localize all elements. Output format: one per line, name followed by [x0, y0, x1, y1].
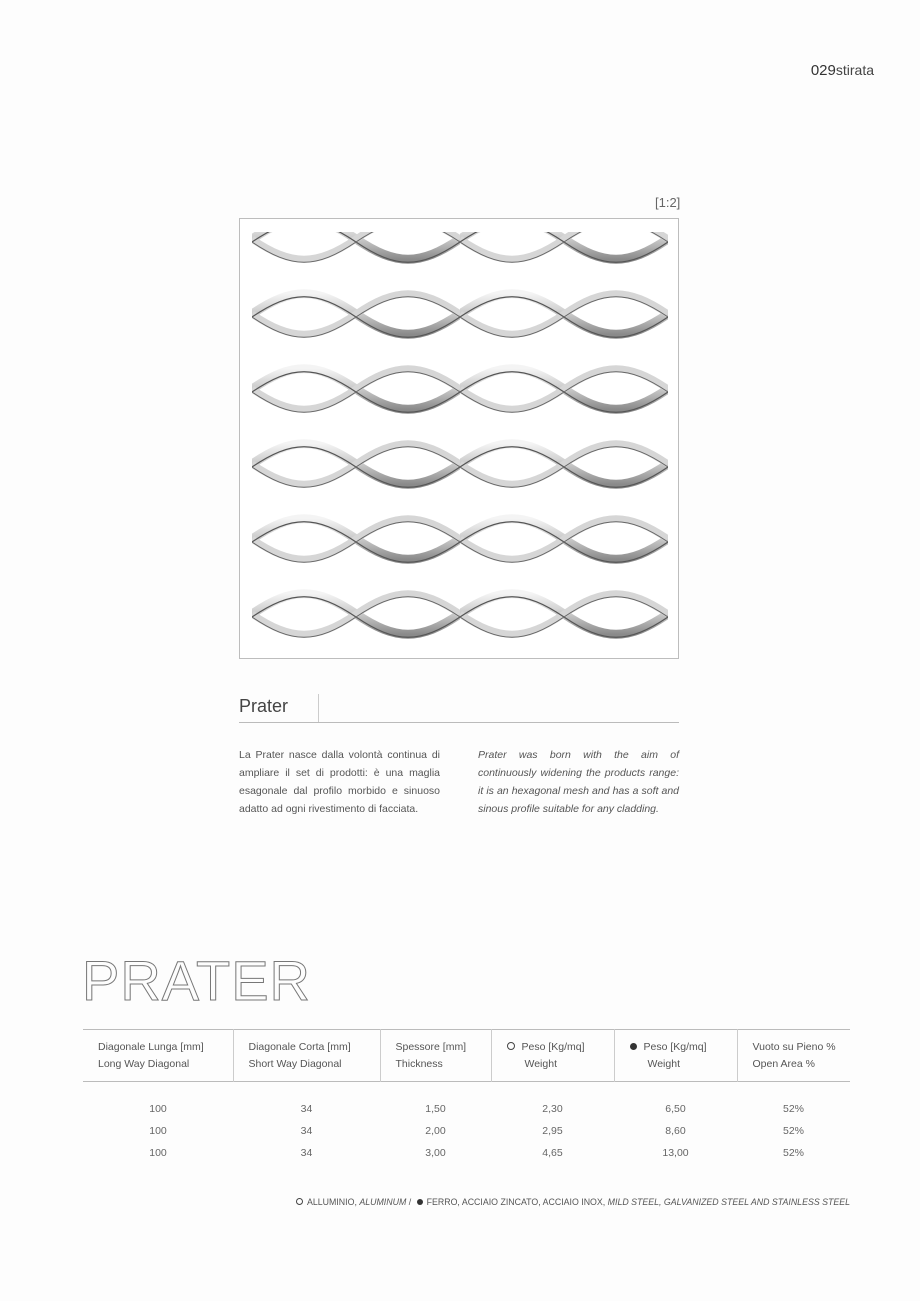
- mesh-pattern-icon: [252, 232, 668, 645]
- open-circle-icon: [296, 1198, 303, 1205]
- material-legend: ALLUMINIO, ALUMINUM / FERRO, ACCIAIO ZINCATO, ACCIAIO INOX, MILD STEEL, GALVANIZED STEEL AND STAINLESS STEEL: [296, 1197, 850, 1207]
- page-header: [811, 62, 874, 79]
- page-number: 029: [810, 62, 836, 79]
- header-weight-aluminum: Peso [Kg/mq] Weight: [491, 1030, 614, 1082]
- big-product-title: PRATER: [82, 949, 311, 1012]
- table-row: 100 34 3,00 4,65 13,00 52%: [149, 1147, 804, 1159]
- section-name: stirata: [835, 62, 874, 78]
- description-italian: La Prater nasce dalla volontà continua di ampliare il set di prodotti: è una maglia esagonale dal profilo morbido e sinuoso adatto ad ogni rivestimento di facciata.: [239, 749, 440, 815]
- filled-circle-icon: [417, 1199, 423, 1205]
- title-divider: [318, 694, 319, 722]
- header-long-diagonal: Diagonale Lunga [mm] Long Way Diagonal: [98, 1041, 204, 1070]
- description-english: Prater was born with the aim of continuously widening the products range: it is an hexagonal mesh and has a soft and sinous profile suitable for any cladding.: [478, 749, 679, 815]
- header-short-diagonal: Diagonale Corta [mm] Short Way Diagonal: [233, 1030, 380, 1082]
- filled-circle-icon: [630, 1043, 637, 1050]
- table-row: 100 34 2,00 2,95 8,60 52%: [149, 1125, 804, 1137]
- mesh-image: [239, 218, 679, 659]
- table-header-row: [83, 1030, 850, 1082]
- specs-table: [83, 1029, 850, 1164]
- scale-label: [1:2]: [655, 195, 681, 210]
- header-thickness: Spessore [mm] Thickness: [380, 1030, 491, 1082]
- header-weight-steel: Peso [Kg/mq] Weight: [614, 1030, 737, 1082]
- product-title-row: [239, 694, 679, 723]
- product-title: Prater: [239, 696, 289, 716]
- header-open-area: Vuoto su Pieno % Open Area %: [737, 1030, 850, 1082]
- table-row: 100 34 1,50 2,30 6,50 52%: [149, 1103, 804, 1115]
- open-circle-icon: [507, 1042, 515, 1050]
